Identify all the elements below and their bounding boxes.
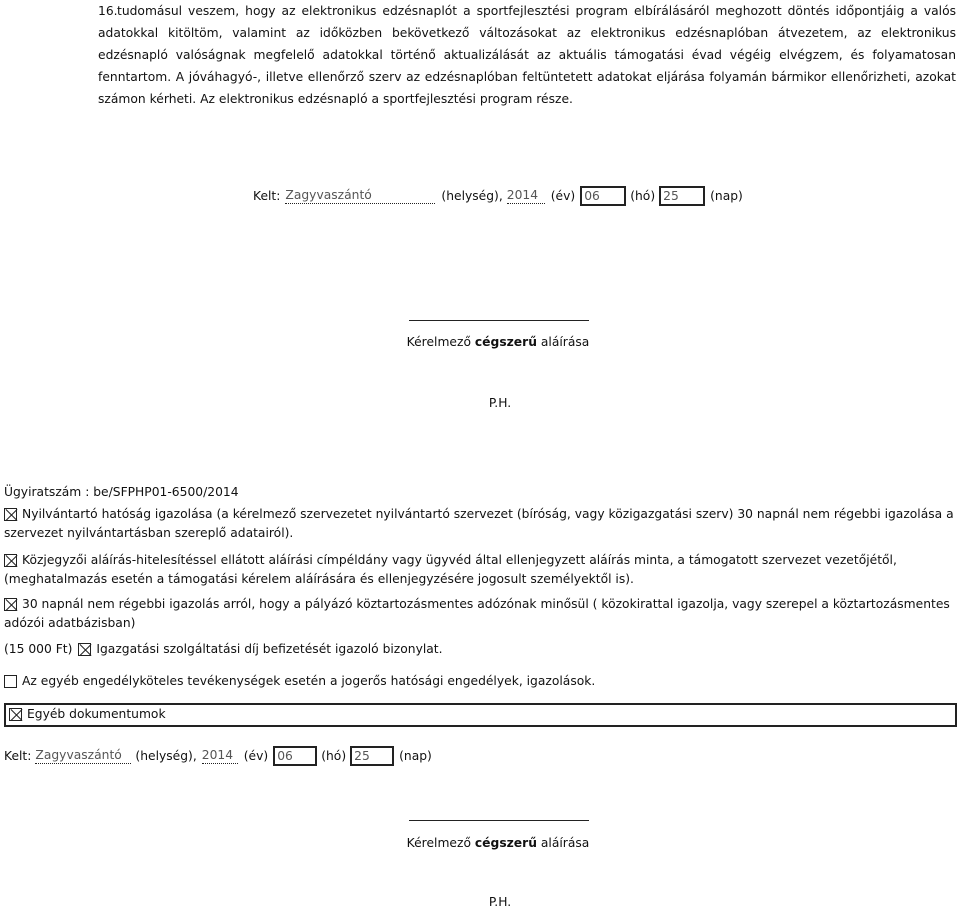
- checkbox-checked[interactable]: [9, 708, 22, 721]
- statement-text: tudomásul veszem, hogy az elektronikus edzésnaplót a sportfejlesztési program elbírálásáról meghozott döntés időpontjáig a valós adatokkal kitöltöm, valamint az időközben bekövetkező változásokat az elektronikus edzésnaplóban átvezetem, az elektronikus edzésnapló valóságnak megfelelő adatokkal történő aktualizálását az aktuális támogatási évad végéig elvégzem, és folyamatosan fenntartom. A jóváhagyó-, illetve ellenőrző szerv az edzésnaplóban feltüntetett adatokat eljárása folyamán bármikor ellenőrizheti, azokat számon kérheti. Az elektronikus edzésnapló a sportfejlesztési program része.: [98, 4, 956, 106]
- day-suffix: (nap): [399, 749, 432, 763]
- checkbox-checked[interactable]: [78, 643, 91, 656]
- place-suffix: (helység),: [135, 749, 197, 763]
- signature-label: Kérelmező cégszerű aláírása: [406, 836, 590, 850]
- month-suffix: (hó): [630, 189, 656, 203]
- statement-number: 16.: [98, 4, 118, 18]
- day-field[interactable]: 25: [659, 186, 705, 206]
- year-suffix: (év): [243, 749, 269, 763]
- date-row-1: [253, 186, 743, 206]
- attachment-item: Nyilvántartó hatóság igazolása (a kérelmező szervezetet nyilvántartó szervezet (bíróság, vagy közigazgatási szerv) 30 napnál nem régebbi igazolása a szervezet nyilvántartásban szereplő adatairól).: [4, 507, 954, 540]
- checkbox-unchecked[interactable]: [4, 675, 17, 688]
- month-field[interactable]: 06: [273, 746, 317, 766]
- day-field[interactable]: 25: [350, 746, 394, 766]
- kelt-label: Kelt:: [4, 749, 32, 763]
- checkbox-checked[interactable]: [4, 598, 17, 611]
- date-row-2: [4, 746, 432, 766]
- year-field[interactable]: 2014: [202, 748, 238, 764]
- kelt-label: Kelt:: [253, 189, 281, 203]
- checkbox-checked[interactable]: [4, 554, 17, 567]
- ph-stamp-label: P.H.: [488, 895, 512, 909]
- attachment-item: Közjegyzői aláírás-hitelesítéssel ellátott aláírási címpéldány vagy ügyvéd által ellenjegyzett aláírás minta, a támogatott szervezet vezetőjétől, (meghatalmazás esetén a támogatási kérelem aláírására és ellenjegyzésére jogosult személyektől is).: [4, 553, 897, 586]
- ph-stamp-label: P.H.: [488, 396, 512, 410]
- month-field[interactable]: 06: [580, 186, 626, 206]
- checkbox-checked[interactable]: [4, 508, 17, 521]
- attachment-item: Egyéb dokumentumok: [9, 705, 960, 724]
- signature-label: Kérelmező cégszerű aláírása: [406, 335, 590, 349]
- signature-line: [409, 320, 589, 321]
- fee-amount: (15 000 Ft): [4, 642, 73, 656]
- signature-line: [409, 820, 589, 821]
- place-suffix: (helység),: [441, 189, 503, 203]
- year-suffix: (év): [550, 189, 576, 203]
- year-field[interactable]: 2014: [507, 188, 545, 204]
- attachment-item: Az egyéb engedélyköteles tevékenységek esetén a jogerős hatósági engedélyek, igazolások.: [4, 672, 956, 691]
- month-suffix: (hó): [321, 749, 347, 763]
- statement-paragraph: [98, 0, 956, 110]
- place-field[interactable]: Zagyvaszántó: [285, 188, 435, 204]
- case-number: Ügyiratszám : be/SFPHP01-6500/2014: [4, 485, 239, 499]
- day-suffix: (nap): [710, 189, 743, 203]
- place-field[interactable]: Zagyvaszántó: [35, 748, 131, 764]
- attachment-item: (15 000 Ft) Igazgatási szolgáltatási díj befizetését igazoló bizonylat.: [4, 642, 443, 656]
- attachment-item: 30 napnál nem régebbi igazolás arról, hogy a pályázó köztartozásmentes adózónak minősül ( közokirattal igazolja, vagy szerepel a köztartozásmentes adózói adatbázisban): [4, 597, 950, 630]
